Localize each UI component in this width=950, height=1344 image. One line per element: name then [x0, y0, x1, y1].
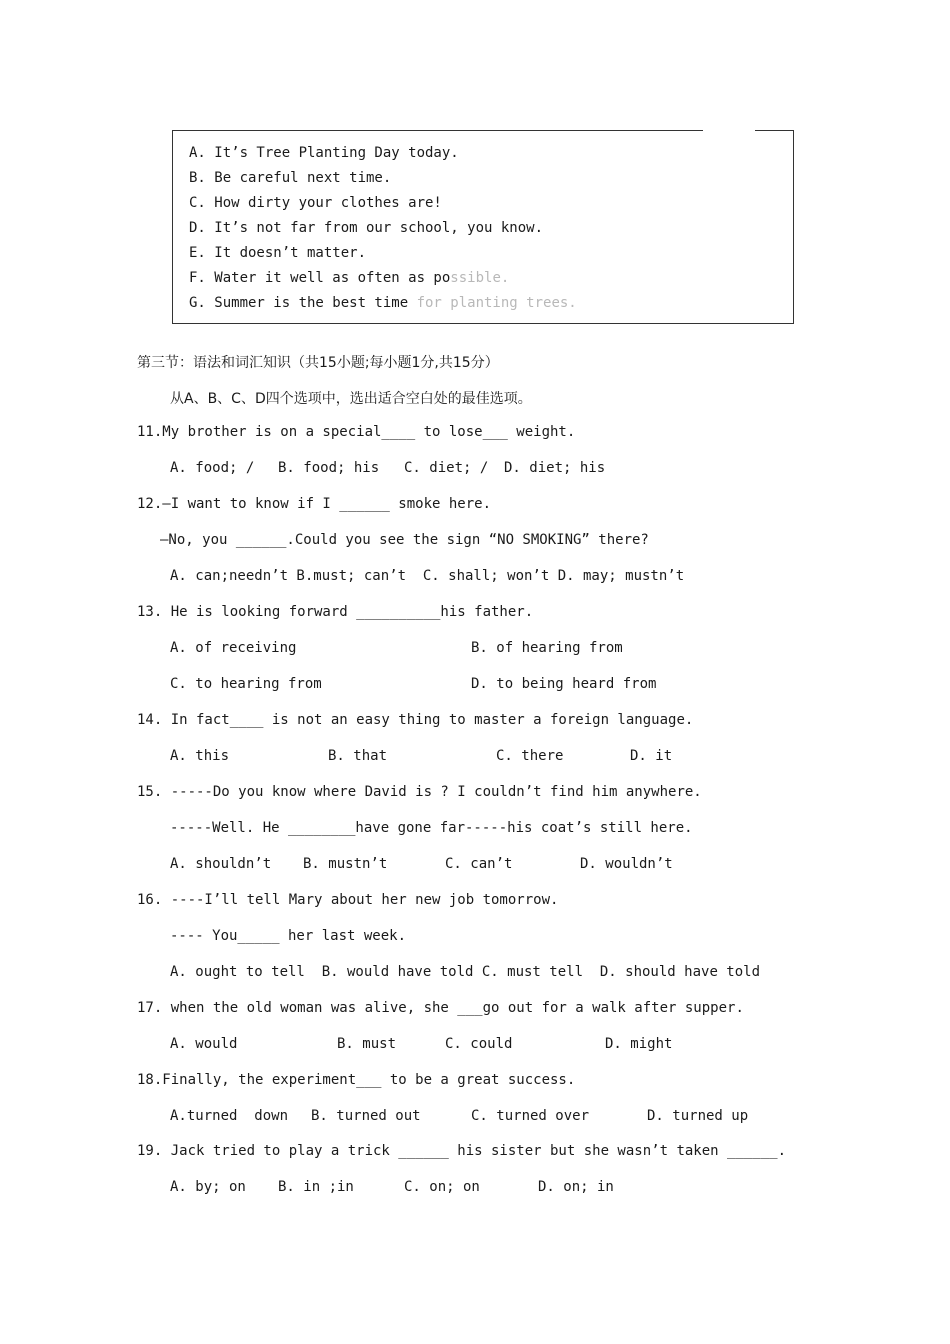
q19-option-d: D. on; in — [538, 1179, 614, 1195]
q15-option-c: C. can’t — [445, 856, 513, 872]
q14-option-a: A. this — [170, 748, 230, 764]
box-option-b: B. Be careful next time. — [189, 170, 392, 186]
question-15-stem-reply: -----Well. He ________have gone far-----his coat’s still here. — [170, 820, 693, 836]
q18-option-c: C. turned over — [471, 1108, 590, 1124]
q15-option-b: B. mustn’t — [303, 856, 388, 872]
question-15-stem: 15. -----Do you know where David is ? I couldn’t find him anywhere. — [137, 784, 702, 800]
q11-option-d: D. diet; his — [504, 460, 606, 476]
box-option-c: C. How dirty your clothes are! — [189, 195, 442, 211]
q15-option-d: D. wouldn’t — [580, 856, 673, 872]
q11-option-b: B. food; his — [278, 460, 380, 476]
q11-option-c: C. diet; / — [404, 460, 489, 476]
q18-option-a: A.turned down — [170, 1108, 289, 1124]
q16-options: A. ought to tell B. would have told C. must tell D. should have told — [170, 964, 761, 980]
question-16-stem-reply: ---- You_____ her last week. — [170, 928, 407, 944]
q13-option-a: A. of receiving — [170, 640, 297, 656]
q18-option-d: D. turned up — [647, 1108, 749, 1124]
box-option-e: E. It doesn’t matter. — [189, 245, 367, 261]
q17-option-c: C. could — [445, 1036, 513, 1052]
box-option-a: A. It’s Tree Planting Day today. — [189, 145, 459, 161]
question-16-stem: 16. ----I’ll tell Mary about her new job tomorrow. — [137, 892, 559, 908]
border-gap — [703, 129, 755, 133]
q13-option-d: D. to being heard from — [471, 676, 657, 692]
q19-option-b: B. in ;in — [278, 1179, 354, 1195]
question-14-stem: 14. In fact____ is not an easy thing to master a foreign language. — [137, 712, 694, 728]
question-18-stem: 18.Finally, the experiment___ to be a great success. — [137, 1072, 576, 1088]
q17-option-b: B. must — [337, 1036, 397, 1052]
answer-options-box — [172, 130, 794, 324]
box-option-g: G. Summer is the best time for planting trees. — [189, 295, 577, 311]
section-title: 第三节：语法和词汇知识（共15小题;每小题1分,共15分） — [137, 355, 499, 371]
q19-option-a: A. by; on — [170, 1179, 246, 1195]
q13-option-c: C. to hearing from — [170, 676, 322, 692]
question-13-stem: 13. He is looking forward __________his father. — [137, 604, 534, 620]
question-11-stem: 11.My brother is on a special____ to lose___ weight. — [137, 424, 576, 440]
question-12-stem: 12.—I want to know if I ______ smoke here. — [137, 496, 492, 512]
box-option-d: D. It’s not far from our school, you know. — [189, 220, 544, 236]
q11-option-a: A. food; / — [170, 460, 255, 476]
q17-option-d: D. might — [605, 1036, 673, 1052]
box-option-f: F. Water it well as often as possible. — [189, 270, 510, 286]
q13-option-b: B. of hearing from — [471, 640, 623, 656]
q19-option-c: C. on; on — [404, 1179, 480, 1195]
q15-option-a: A. shouldn’t — [170, 856, 272, 872]
question-12-stem-reply: —No, you ______.Could you see the sign “NO SMOKING” there? — [160, 532, 649, 548]
q14-option-d: D. it — [630, 748, 673, 764]
q12-options: A. can;needn’t B.must; can’t C. shall; won’t D. may; mustn’t — [170, 568, 685, 584]
question-19-stem: 19. Jack tried to play a trick ______ his sister but she wasn’t taken ______. — [137, 1143, 787, 1159]
question-17-stem: 17. when the old woman was alive, she ___go out for a walk after supper. — [137, 1000, 744, 1016]
q18-option-b: B. turned out — [311, 1108, 421, 1124]
q14-option-c: C. there — [496, 748, 564, 764]
q14-option-b: B. that — [328, 748, 388, 764]
section-instruction: 从A、B、C、D四个选项中，选出适合空白处的最佳选项。 — [170, 391, 532, 407]
q17-option-a: A. would — [170, 1036, 238, 1052]
